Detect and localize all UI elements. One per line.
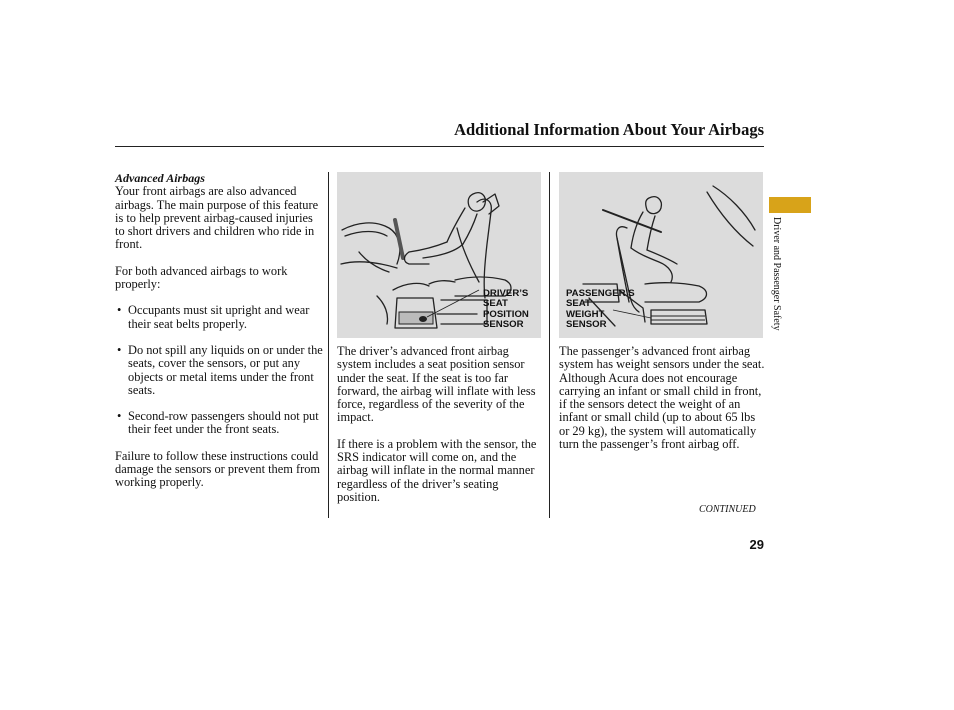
passenger-sensor-paragraph: The passenger’s advanced front airbag system has weight sensors under the seat. Although Acura does not encourage carrying an infant or small child in front, if the sensors detect the weight of an infant or small child (up to about 65 lbs or 29 kg), the system will automatically turn the passenger’s front airbag off.	[559, 344, 765, 452]
caption-line: DRIVER’S	[483, 288, 529, 299]
caption-line: POSITION	[483, 308, 529, 320]
driver-sensor-caption	[483, 289, 529, 331]
caption-line: SEAT	[483, 298, 508, 310]
caption-line: WEIGHT	[566, 308, 605, 320]
column-divider	[328, 172, 329, 518]
page-number: 29	[749, 537, 764, 552]
bullet-item	[115, 304, 323, 331]
passenger-sensor-caption	[566, 289, 635, 331]
caption-line: SENSOR	[483, 319, 524, 331]
column-divider	[549, 172, 550, 518]
left-column	[115, 172, 323, 490]
right-column	[559, 345, 765, 451]
bullet-dot: •	[117, 303, 122, 318]
work-properly-paragraph: For both advanced airbags to work properly:	[115, 263, 288, 292]
bullet-dot: •	[117, 409, 122, 424]
page-title: Additional Information About Your Airbags	[454, 120, 764, 139]
section-tab-marker	[769, 197, 811, 213]
caption-line: SENSOR	[566, 319, 607, 331]
middle-column	[337, 345, 543, 504]
passenger-seat-illustration	[559, 172, 763, 338]
bullet-text: Do not spill any liquids on or under the seats, cover the sensors, or put any objects or metal items under the front seats.	[128, 342, 323, 397]
sensor-problem-paragraph: If there is a problem with the sensor, the SRS indicator will come on, and the airbag will inflate in the normal manner regardless of the driver’s seating position.	[337, 436, 537, 504]
section-heading: Advanced Airbags	[115, 171, 205, 185]
failure-paragraph: Failure to follow these instructions could damage the sensors or prevent them from working properly.	[115, 448, 321, 490]
continued-label: CONTINUED	[699, 504, 756, 515]
section-tab-label: Driver and Passenger Safety	[771, 217, 782, 331]
bullet-dot: •	[117, 342, 122, 357]
driver-sensor-paragraph: The driver’s advanced front airbag system includes a seat position sensor under the seat. If the seat is too far forward, the airbag will inflate with less force, regardless of the severity of the impact.	[337, 344, 536, 425]
driver-seat-illustration	[337, 172, 541, 338]
bullet-text: Occupants must sit upright and wear their seat belts properly.	[128, 303, 310, 331]
bullet-text: Second-row passengers should not put their feet under the front seats.	[128, 409, 319, 437]
intro-paragraph: Your front airbags are also advanced airbags. The main purpose of this feature is to help prevent airbag-caused injuries to short drivers and children who ride in front.	[115, 184, 319, 252]
bullet-item	[115, 344, 323, 397]
title-rule	[115, 146, 764, 147]
bullet-item	[115, 410, 323, 437]
caption-line: PASSENGER’S	[566, 288, 635, 299]
caption-line: SEAT	[566, 298, 591, 310]
